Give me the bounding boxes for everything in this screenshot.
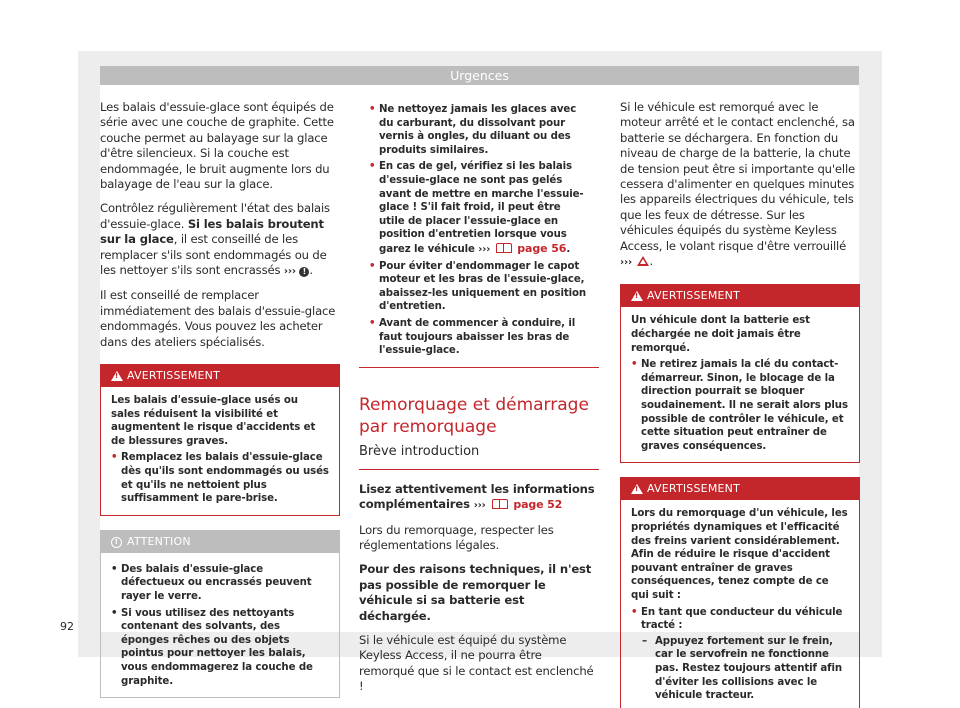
attention-continued-box [359,96,599,368]
column-right [620,100,860,708]
warning-header [621,478,859,500]
warning-bullet: • Ne retirez jamais la clé du contact-démarreur. Sinon, le blocage de la direction pourrait se bloquer soudainement. Il ne serait alors plus possible de contrôler le véhicule, et cette situation peut entraîner de graves conséquences. [631,358,849,453]
page-reference-link[interactable]: page 56 [517,241,567,255]
paragraph [359,482,599,514]
text: . [566,243,571,255]
attention-icon: ! [299,267,309,277]
text: . [309,263,313,278]
paragraph [100,201,340,279]
attention-title: ATTENTION [127,534,191,548]
warning-title: AVERTISSEMENT [647,482,741,496]
attention-bullet: • Pour éviter d'endommager le capot moteur et les bras de l'essuie-glace, abaissez-les uniquement en position d'entretien. [369,260,589,314]
text: Lisez attentivement les informations complémentaires [359,481,595,512]
attention-bullet: • Des balais d'essuie-glace défectueux ou encrassés peuvent rayer le verre. [111,563,329,604]
warning-title: AVERTISSEMENT [127,369,221,383]
section-title: Remorquage et démarrage par remorquage [359,394,589,437]
warning-body [621,500,859,708]
attention-box [100,530,340,698]
paragraph: Pour des raisons techniques, il n'est pas possible de remorquer le véhicule si sa batterie est déchargée. [359,562,592,623]
text: . [649,254,654,269]
book-icon [496,243,512,253]
book-icon [492,499,508,509]
text: Contrôlez régulièrement l'état des balais d'essuie-glace. [100,201,330,231]
page-header-title: Urgences [450,68,509,83]
paragraph: Il est conseillé de remplacer immédiatement des balais d'essuie-glace endommagés. Vous pouvez les acheter dans des ateliers spécialisés. [100,288,336,349]
info-circle-icon: ! [111,537,122,548]
warning-body [101,387,339,515]
text: En cas de gel, vérifiez si les balais d'essuie-glace ne sont pas gelés avant de mettre en marche l'essuie-glace ! S'il fait froid, il peut être utile de placer l'essuie-glace en position d'entretien lorsque vous garez le véhicule [379,161,584,255]
paragraph: Les balais d'essuie-glace sont équipés de série avec une couche de graphite. Cette couche permet au balayage sur la glace d'être silencieux. Si la couche est endommagée, le bruit augmente lors du balayage de l'eau sur la glace. [100,100,334,192]
warning-bullet: • En tant que conducteur du véhicule tracté : [631,606,849,633]
warning-triangle-icon [637,256,649,266]
warning-triangle-icon [631,291,643,301]
reference-arrows: ››› [473,500,486,512]
text: Si le véhicule est remorqué avec le moteur arrêté et le contact enclenché, sa batterie se déchargera. En fonction du niveau de charge de la batterie, la chute de tension peut être si importante qu'elle cessera d'alimenter en quelques minutes les appareils électriques du véhicule, tels que les feux de détresse. Sur les véhicules équipés du système Keyless Access, le volant risque d'être verrouillé [620,100,856,253]
attention-continued-body [359,96,599,367]
warning-body [621,307,859,462]
warning-header [621,285,859,307]
page-number: 92 [60,620,74,633]
bold-text: Si les balais broutent sur la glace [100,216,324,247]
subsection-title: Brève introduction [359,443,599,470]
attention-bullet [369,160,589,256]
warning-triangle-icon [631,484,643,494]
attention-header [101,531,339,553]
attention-bullet: • Si vous utilisez des nettoyants contenant des solvants, des éponges rêches ou des objets pointus pour nettoyer les balais, vous endommagerez la couche de graphite. [111,607,329,689]
paragraph: Lors du remorquage, respecter les réglementations légales. [359,522,554,552]
paragraph [620,100,860,270]
column-middle [359,96,599,704]
reference-arrows: ››› [283,266,296,278]
warning-triangle-icon [111,371,123,381]
warning-box [100,364,340,516]
warning-intro: Les balais d'essuie-glace usés ou sales réduisent la visibilité et augmentent le risque d'accidents et de blessures graves. [111,395,316,447]
warning-box [620,284,860,463]
attention-body [101,553,339,697]
warning-box [620,477,860,708]
warning-intro: Lors du remorquage d'un véhicule, les propriétés dynamiques et l'efficacité des freins varient considérablement. Afin de réduire le risque d'accident pouvant entraîner de graves conséquences, tenez compte de ce qui suit : [631,508,848,601]
reference-arrows: ››› [620,257,632,269]
warning-intro: Un véhicule dont la batterie est déchargée ne doit jamais être remorqué. [631,315,810,354]
page-reference-link[interactable]: page 52 [513,498,563,512]
reference-arrows: ››› [478,243,491,255]
warning-header [101,365,339,387]
attention-bullet: • Avant de commencer à conduire, il faut toujours abaisser les bras de l'essuie-glace. [369,317,589,358]
warning-bullet: • Remplacez les balais d'essuie-glace dès qu'ils sont endommagés ou usés et qu'ils ne nettoient plus suffisamment le pare-brise. [111,451,329,505]
text: , il est conseillé de les remplacer s'ils sont endommagés ou de les nettoyer s'ils sont encrassés [100,232,327,278]
paragraph: Si le véhicule est équipé du système Keyless Access, il ne pourra être remorqué que si le contact est enclenché ! [359,632,594,694]
column-left [100,100,340,698]
warning-title: AVERTISSEMENT [647,289,741,303]
attention-bullet: • Ne nettoyez jamais les glaces avec du carburant, du dissolvant pour vernis à ongles, du diluant ou des produits similaires. [369,103,589,157]
warning-sub-bullet: – Appuyez fortement sur le frein, car le servofrein ne fonctionne pas. Restez toujours attentif afin d'éviter les collisions avec le véhicule tracteur. [631,635,849,703]
